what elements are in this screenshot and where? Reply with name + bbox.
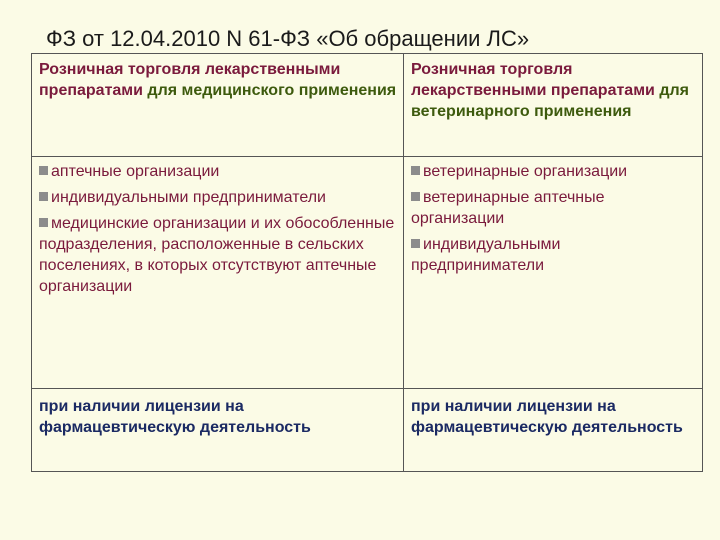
footer-cell-medical: при наличии лицензии на фармацевтическую деятельность	[32, 389, 404, 472]
square-bullet-icon	[39, 166, 48, 175]
page-title: ФЗ от 12.04.2010 N 61-ФЗ «Об обращении ЛС»	[46, 26, 530, 51]
list-item: ветеринарные организации	[411, 161, 696, 182]
comparison-table	[31, 53, 703, 472]
list-item: аптечные организации	[39, 161, 397, 182]
square-bullet-icon	[411, 239, 420, 248]
list-item: медицинские организации и их обособленные подразделения, расположенные в сельских поселениях, в которых отсутствуют аптечные организации	[39, 215, 395, 295]
medical-items-cell	[32, 157, 404, 389]
list-item: индивидуальными предприниматели	[411, 236, 561, 274]
header-cell-medical	[32, 54, 404, 157]
table-footer-row	[32, 389, 703, 472]
square-bullet-icon	[411, 166, 420, 175]
square-bullet-icon	[39, 192, 48, 201]
header-medical-part2: для медицинского применения	[142, 82, 397, 99]
square-bullet-icon	[39, 218, 48, 227]
header-veterinary-part2: для ветеринарного применения	[411, 82, 689, 120]
veterinary-items-cell	[404, 157, 703, 389]
header-medical-part1: Розничная торговля лекарственными препаратами	[39, 61, 341, 99]
list-item: индивидуальными предприниматели	[39, 187, 397, 208]
header-cell-veterinary	[404, 54, 703, 157]
list-item: ветеринарные аптечные организации	[411, 189, 605, 227]
table-body-row	[32, 157, 703, 389]
header-veterinary-part1: Розничная торговля лекарственными препаратами	[411, 61, 655, 99]
footer-cell-veterinary: при наличии лицензии на фармацевтическую деятельность	[404, 389, 703, 472]
square-bullet-icon	[411, 192, 420, 201]
table-header-row	[32, 54, 703, 157]
